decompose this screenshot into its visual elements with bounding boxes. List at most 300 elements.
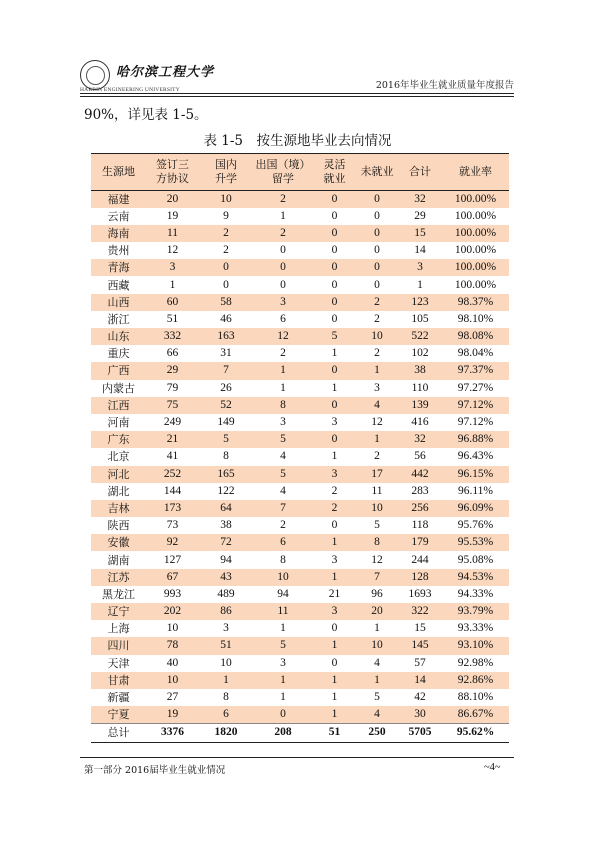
cell-rate: 97.12% [457,398,494,411]
cell-total: 57 [414,656,426,669]
cell-domestic: 2 [223,244,229,257]
logo-english-name: HARBIN ENGINEERING UNIVERSITY [80,87,180,93]
cell-tripartite: 10 [166,622,179,635]
cell-total: 123 [411,295,429,308]
table-caption: 表 1-5 按生源地毕业去向情况 [203,133,392,149]
cell-unemployed: 0 [374,226,380,239]
cell-domestic: 149 [217,416,235,429]
cell-rate: 100.00% [454,278,497,291]
header-origin [91,154,146,191]
cell-region: 福建 [107,192,130,206]
cell-unemployed: 0 [374,278,380,291]
cell-region: 宁夏 [107,707,130,721]
cell-tripartite: 12 [166,244,179,257]
cell-rate: 93.79% [457,605,494,618]
cell-rate: 97.12% [457,416,494,429]
cell-domestic: 489 [217,587,235,600]
total-cell-unemployed: 250 [356,723,398,742]
footer-section-title: 第一部分 2016届毕业生就业情况 [84,765,226,776]
cell-domestic: 86 [220,605,232,618]
cell-region: 重庆 [107,347,130,361]
cell-flexible: 1 [331,707,338,720]
cell-domestic: 38 [220,519,232,532]
cell-region: 辽宁 [107,605,130,619]
cell-unemployed: 7 [374,570,380,583]
cell-flexible: 3 [331,467,338,480]
cell-region: 四川 [107,639,130,653]
cell-total: 244 [411,553,429,566]
cell-flexible: 5 [331,330,338,343]
cell-tripartite: 40 [166,656,179,669]
total-cell-flexible: 51 [313,723,356,742]
cell-tripartite: 27 [166,691,179,704]
cell-domestic: 122 [217,484,235,497]
cell-rate: 94.53% [457,570,494,583]
cell-region: 北京 [107,450,130,464]
cell-total: 1 [417,278,423,291]
cell-domestic: 165 [217,467,235,480]
cell-region: 江苏 [107,570,130,584]
cell-overseas: 5 [280,433,286,446]
cell-overseas: 94 [277,587,289,600]
cell-flexible: 2 [331,501,338,514]
header-text-line: 生源地 [102,165,135,178]
cell-rate: 94.33% [457,587,494,600]
cell-overseas: 3 [280,416,286,429]
cell-flexible: 0 [331,192,338,205]
cell-region: 上海 [107,622,130,636]
cell-region: 吉林 [107,501,130,515]
cell-region: 天津 [107,656,130,670]
cell-flexible: 0 [331,261,338,274]
cell-flexible: 21 [328,587,341,600]
cell-tripartite: 29 [166,364,179,377]
cell-region: 山西 [107,295,130,309]
cell-total: 283 [411,484,429,497]
table-row [91,380,509,397]
cell-region: 黑龙江 [102,587,135,601]
cell-rate: 93.33% [457,622,494,635]
cell-overseas: 0 [280,278,286,291]
cell-tripartite: 202 [163,605,182,618]
table-row [91,500,509,517]
cell-flexible: 1 [331,536,338,549]
cell-rate: 92.86% [457,673,494,686]
cell-domestic: 9 [223,209,229,222]
cell-rate: 98.08% [457,330,494,343]
table-row [91,414,509,431]
table-row [91,483,509,500]
header-text-line: 就业率 [459,165,492,178]
cell-region: 陕西 [107,519,130,533]
cell-unemployed: 1 [374,433,380,446]
table-row [91,328,509,345]
cell-flexible: 1 [331,673,338,686]
cell-overseas: 1 [280,673,286,686]
cell-total: 145 [411,639,429,652]
cell-flexible: 1 [331,639,338,652]
cell-unemployed: 12 [371,416,383,429]
cell-total: 32 [414,433,426,446]
cell-unemployed: 8 [374,536,380,549]
cell-tripartite: 41 [166,450,179,463]
cell-domestic: 0 [223,261,229,274]
table-row [91,431,509,448]
header-total [398,154,442,191]
cell-tripartite: 144 [163,484,182,497]
cell-domestic: 1 [223,673,229,686]
cell-tripartite: 19 [166,209,179,222]
cell-unemployed: 10 [371,501,383,514]
cell-region: 湖北 [107,484,130,498]
cell-rate: 96.43% [457,450,494,463]
cell-flexible: 3 [331,553,338,566]
cell-unemployed: 4 [374,398,380,411]
cell-region: 广西 [107,364,130,378]
cell-flexible: 0 [331,244,338,257]
cell-rate: 100.00% [454,244,497,257]
table-row [91,672,509,689]
table-row [91,448,509,465]
cell-overseas: 2 [280,226,286,239]
cell-flexible: 0 [331,312,338,325]
cell-overseas: 0 [280,261,286,274]
employment-by-origin-table [91,153,509,743]
cell-tripartite: 73 [166,519,179,532]
header-tripartite-agreement [146,154,199,191]
cell-total: 322 [411,605,429,618]
cell-domestic: 2 [223,226,229,239]
cell-domestic: 94 [220,553,232,566]
cell-flexible: 0 [331,209,338,222]
cell-rate: 98.37% [457,295,494,308]
cell-tripartite: 92 [166,536,179,549]
cell-flexible: 0 [331,364,338,377]
cell-region: 湖南 [107,553,130,567]
cell-region: 广东 [107,433,130,447]
cell-domestic: 64 [220,501,232,514]
cell-tripartite: 173 [163,501,182,514]
cell-tripartite: 11 [166,226,179,239]
cell-flexible: 1 [331,691,338,704]
table-row [91,517,509,534]
cell-overseas: 2 [280,519,286,532]
cell-domestic: 31 [220,347,232,360]
cell-flexible: 3 [331,605,338,618]
cell-unemployed: 0 [374,209,380,222]
cell-region: 内蒙古 [102,381,135,395]
table-row [91,689,509,706]
cell-tripartite: 79 [166,381,179,394]
cell-rate: 86.67% [457,707,494,720]
cell-flexible: 3 [331,416,338,429]
cell-overseas: 11 [277,605,289,618]
cell-overseas: 4 [280,484,286,497]
table-row [91,259,509,276]
cell-unemployed: 12 [371,553,383,566]
cell-rate: 100.00% [454,192,497,205]
table-row [91,397,509,414]
cell-rate: 96.88% [457,433,494,446]
cell-domestic: 5 [223,433,229,446]
table-row [91,586,509,603]
cell-rate: 96.15% [457,467,494,480]
table-row [91,294,509,311]
cell-rate: 96.11% [457,484,494,497]
cell-tripartite: 75 [166,398,179,411]
cell-domestic: 51 [220,639,232,652]
cell-domestic: 46 [220,312,232,325]
intro-text: 90%，详见表 1-5。 [84,107,208,123]
cell-unemployed: 5 [374,691,380,704]
cell-flexible: 0 [331,295,338,308]
university-seal-icon [80,60,110,90]
cell-total: 105 [411,312,429,325]
cell-flexible: 2 [331,484,338,497]
header-text-line: 升学 [215,172,237,185]
cell-rate: 93.10% [457,639,494,652]
cell-unemployed: 2 [374,295,380,308]
table-row [91,551,509,568]
table-row [91,345,509,362]
cell-overseas: 0 [280,707,286,720]
header-text-line: 未就业 [360,165,394,178]
header-employment-rate [442,154,509,191]
header-text-line: 就业 [323,172,346,185]
header-domestic-study [199,154,253,191]
cell-rate: 98.04% [457,347,494,360]
cell-domestic: 43 [220,570,232,583]
cell-rate: 97.37% [457,364,494,377]
cell-region: 新疆 [107,691,130,705]
university-logo [80,60,230,94]
table-row [91,706,509,723]
cell-total: 139 [411,398,429,411]
table-row [91,311,509,328]
header-text-line: 留学 [272,172,294,185]
cell-unemployed: 1 [374,673,380,686]
cell-total: 3 [417,261,423,274]
cell-overseas: 6 [280,312,286,325]
cell-flexible: 1 [331,570,338,583]
cell-domestic: 26 [220,381,232,394]
cell-overseas: 1 [280,364,286,377]
cell-domestic: 8 [223,450,229,463]
report-title: 2016年毕业生就业质量年度报告 [375,80,514,91]
cell-domestic: 52 [220,398,232,411]
cell-overseas: 1 [280,381,286,394]
cell-total: 15 [414,622,426,635]
logo-chinese-name: 哈尔滨工程大学 [116,65,215,80]
table-row [91,534,509,551]
table-row [91,242,509,259]
cell-overseas: 4 [280,450,286,463]
cell-unemployed: 3 [374,381,380,394]
cell-rate: 95.08% [457,553,494,566]
cell-unemployed: 96 [371,587,383,600]
cell-region: 山东 [107,330,130,344]
cell-tripartite: 20 [166,192,179,205]
cell-unemployed: 4 [374,707,380,720]
cell-unemployed: 5 [374,519,380,532]
cell-flexible: 0 [331,278,338,291]
cell-unemployed: 10 [371,639,383,652]
cell-total: 30 [414,707,426,720]
total-cell-overseas: 208 [253,723,313,742]
cell-tripartite: 51 [166,312,179,325]
table-row [91,655,509,672]
cell-tripartite: 127 [163,553,182,566]
cell-tripartite: 252 [163,467,182,480]
cell-total: 56 [414,450,426,463]
cell-unemployed: 11 [371,484,383,497]
cell-total: 15 [414,226,426,239]
header-text-line: 出国（境） [255,158,311,171]
cell-tripartite: 67 [166,570,179,583]
cell-overseas: 5 [280,467,286,480]
cell-tripartite: 993 [163,587,182,600]
cell-overseas: 7 [280,501,286,514]
total-cell-rate: 95.62% [442,723,509,742]
table-row [91,637,509,654]
cell-overseas: 12 [277,330,289,343]
cell-tripartite: 19 [166,707,179,720]
cell-unemployed: 4 [374,656,380,669]
cell-rate: 97.27% [457,381,494,394]
cell-flexible: 0 [331,226,338,239]
cell-tripartite: 332 [163,330,182,343]
cell-total: 442 [411,467,429,480]
cell-overseas: 1 [280,691,286,704]
cell-total: 522 [411,330,429,343]
cell-overseas: 2 [280,192,286,205]
cell-domestic: 10 [220,656,232,669]
cell-tripartite: 10 [166,673,179,686]
cell-overseas: 10 [277,570,289,583]
cell-unemployed: 20 [371,605,383,618]
cell-domestic: 3 [223,622,229,635]
cell-unemployed: 0 [374,244,380,257]
cell-unemployed: 0 [374,192,380,205]
cell-region: 贵州 [107,244,130,258]
cell-total: 42 [414,691,426,704]
cell-rate: 100.00% [454,226,497,239]
cell-region: 西藏 [107,278,130,292]
cell-total: 29 [414,209,426,222]
cell-rate: 98.10% [457,312,494,325]
header-text-line: 国内 [215,158,237,171]
table-row [91,276,509,293]
cell-tripartite: 3 [169,261,176,274]
cell-region: 河北 [107,467,130,481]
cell-region: 云南 [107,209,130,223]
cell-region: 河南 [107,416,130,430]
cell-overseas: 6 [280,536,286,549]
page-header [80,58,514,98]
header-text-line: 签订三 [156,158,189,171]
cell-rate: 88.10% [457,691,494,704]
table-row [91,620,509,637]
cell-domestic: 163 [217,330,235,343]
cell-total: 179 [411,536,429,549]
cell-region: 甘肃 [107,673,130,687]
cell-domestic: 58 [220,295,232,308]
table-body [91,191,509,724]
cell-flexible: 0 [331,622,338,635]
cell-unemployed: 17 [371,467,383,480]
cell-total: 14 [414,244,426,257]
cell-overseas: 3 [280,656,286,669]
header-overseas-study [253,154,313,191]
table-row [91,466,509,483]
cell-overseas: 0 [280,244,286,257]
cell-flexible: 0 [331,433,338,446]
cell-flexible: 1 [331,450,338,463]
table-row [91,569,509,586]
page-number: ~4~ [484,762,501,773]
cell-tripartite: 21 [166,433,179,446]
cell-domestic: 7 [223,364,229,377]
cell-tripartite: 60 [166,295,179,308]
cell-domestic: 8 [223,691,229,704]
cell-total: 102 [411,347,429,360]
total-cell-total: 5705 [398,723,442,742]
cell-unemployed: 1 [374,622,380,635]
cell-tripartite: 66 [166,347,179,360]
header-text-line: 方协议 [156,172,189,185]
cell-unemployed: 1 [374,364,380,377]
cell-total: 14 [414,673,426,686]
table-header-row [91,154,509,191]
cell-total: 118 [411,519,429,532]
cell-region: 青海 [107,261,130,275]
cell-overseas: 1 [280,209,286,222]
cell-unemployed: 2 [374,347,380,360]
table-row [91,208,509,225]
header-divider-thin [80,96,514,97]
cell-overseas: 1 [280,622,286,635]
cell-total: 128 [411,570,429,583]
cell-rate: 96.09% [457,501,494,514]
cell-region: 浙江 [107,312,130,326]
table-row [91,225,509,242]
header-text-line: 合计 [409,165,431,178]
table-row [91,362,509,379]
cell-unemployed: 10 [371,330,383,343]
cell-total: 256 [411,501,429,514]
cell-domestic: 0 [223,278,229,291]
cell-unemployed: 2 [374,312,380,325]
cell-overseas: 8 [280,398,286,411]
table-row [91,191,509,208]
footer-divider [80,757,514,758]
cell-rate: 95.53% [457,536,494,549]
header-divider [80,93,514,94]
cell-rate: 92.98% [457,656,494,669]
header-flexible-employment [313,154,356,191]
cell-rate: 95.76% [457,519,494,532]
cell-flexible: 1 [331,381,338,394]
cell-total: 110 [411,381,429,394]
cell-overseas: 8 [280,553,286,566]
cell-rate: 100.00% [454,261,497,274]
table-row [91,603,509,620]
cell-region: 江西 [107,398,130,412]
cell-domestic: 6 [223,707,229,720]
cell-total: 416 [411,416,429,429]
header-text-line: 灵活 [323,158,346,171]
cell-domestic: 10 [220,192,232,205]
